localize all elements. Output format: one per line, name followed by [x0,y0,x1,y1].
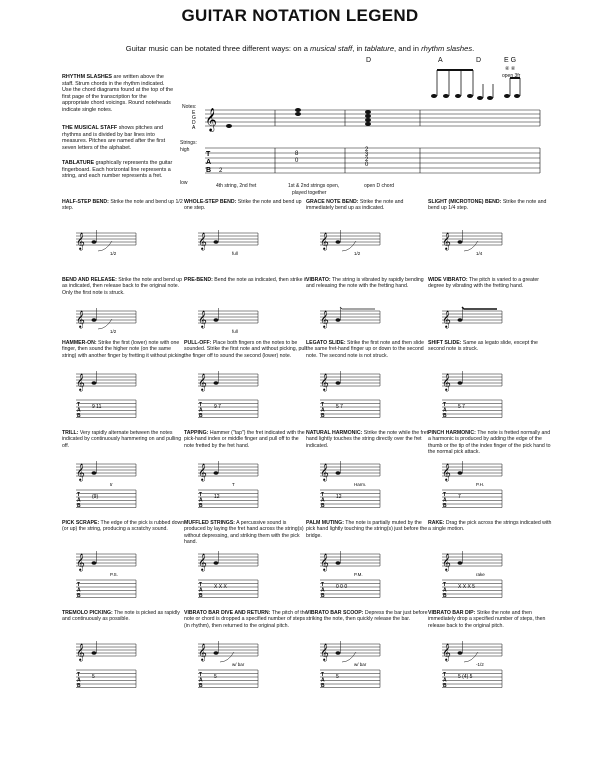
intro-rhythm-slashes: RHYTHM SLASHES are written above the staff. Strum chords in the rhythm indicated. Use the chord diagrams found at the top of the first page of the transcription for the appropriate chord voicings. Round noteheads indicate single notes. [62,74,174,113]
technique-cell [62,277,186,336]
svg-text:𝄞: 𝄞 [442,463,451,481]
technique-description: SLIGHT (MICROTONE) BEND: Strike the note and bend up 1/4 step. [428,199,547,212]
svg-text:T: T [199,402,203,408]
technique-name: PRE-BEND: [184,277,213,283]
tab-frets [219,147,369,174]
technique-notation [198,546,278,602]
technique-cell [306,277,430,336]
technique-notation [320,225,400,273]
technique-notation [442,546,522,602]
svg-text:𝄞: 𝄞 [198,232,207,250]
technique-notation [442,636,522,692]
technique-annotation: -1/2 [476,662,484,667]
svg-text:B: B [321,413,325,419]
svg-text:B: B [321,683,325,689]
technique-cell [184,610,308,692]
technique-annotation: P.S. [110,572,118,577]
technique-description: BEND AND RELEASE: Strike the note and bend up as indicated, then release back to the original note. Only the first note is struck. [62,277,183,296]
technique-name: LEGATO SLIDE: [306,340,346,346]
svg-text:B: B [321,503,325,509]
technique-name: VIBRATO: [306,277,331,283]
svg-text:A: A [199,677,203,684]
svg-text:T: T [321,582,325,588]
technique-cell [428,430,552,512]
technique-cell [184,520,308,602]
svg-text:D: D [192,120,196,126]
svg-text:𝄞: 𝄞 [198,643,207,661]
svg-text:A: A [443,407,447,414]
svg-text:𝄞: 𝄞 [76,373,85,391]
technique-description: WHOLE-STEP BEND: Strike the note and bend up one step. [184,199,302,212]
technique-name: BEND AND RELEASE: [62,277,117,283]
tab-fret-numbers: 5 (4) 5 [458,674,473,680]
svg-text:G: G [192,115,196,121]
svg-text:A: A [206,159,212,166]
tab-fret-numbers: 5 7 [336,404,343,410]
technique-notation [320,303,400,336]
svg-text:A: A [443,587,447,594]
technique-name: HAMMER-ON: [62,340,97,346]
technique-annotation: 1/2 [110,251,117,256]
technique-notation [198,366,278,422]
technique-cell [184,199,308,273]
svg-text:T: T [321,672,325,678]
svg-text:3: 3 [365,152,369,158]
technique-name: NATURAL HARMONIC: [306,430,363,436]
technique-name: SLIGHT (MICROTONE) BEND: [428,199,502,205]
tab-fret-numbers: X X X [214,584,227,590]
intro-musical-staff: THE MUSICAL STAFF shows pitches and rhythms and is divided by bar lines into measures. Pitches are named after the first seven letters of the alphabet. [62,125,166,151]
svg-text:T: T [443,582,447,588]
technique-cell [428,520,552,602]
technique-description: TAPPING: Hammer ("tap") the fret indicated with the pick-hand index or middle finger and pull off to the note fretted by the fret hand. [184,430,305,449]
tab-caption: played together [292,190,327,196]
svg-text:𝄞: 𝄞 [442,643,451,661]
svg-text:𝄞: 𝄞 [320,232,329,250]
tab-caption: 1st & 2nd strings open, [288,183,340,189]
svg-text:𝄞: 𝄞 [76,232,85,250]
technique-notation [76,546,156,602]
technique-name: TAPPING: [184,430,209,436]
svg-text:𝄞: 𝄞 [198,463,207,481]
technique-description: MUFFLED STRINGS: A percussive sound is produced by laying the fret hand across the string(s) without depressing, and striking them with the pick hand. [184,520,304,546]
tab-fret-numbers: 12 [214,494,220,500]
technique-description: VIBRATO BAR DIP: Strike the note and then immediately drop a specified number of steps, then release back to the original pitch. [428,610,546,629]
technique-description: SHIFT SLIDE: Same as legato slide, except the second note is struck. [428,340,538,353]
technique-description: PICK SCRAPE: The edge of the pick is rubbed down (or up) the string, producing a scratchy sound. [62,520,185,533]
chord-label: E G [504,57,517,64]
svg-text:B: B [443,683,447,689]
technique-name: VIBRATO BAR SCOOP: [306,610,364,616]
svg-text:T: T [199,492,203,498]
technique-description: VIBRATO BAR SCOOP: Depress the bar just before striking the note, then quickly release the bar. [306,610,428,623]
svg-text:A: A [199,587,203,594]
svg-text:𝄞: 𝄞 [76,463,85,481]
technique-notation [76,366,156,422]
svg-text:A: A [321,587,325,594]
technique-notation [442,456,522,512]
svg-text:A: A [321,407,325,414]
technique-annotation: w/ bar [232,662,245,667]
svg-text:𝄞: 𝄞 [76,310,85,328]
svg-text:2: 2 [365,147,369,153]
tab-fret-numbers: 9 7 [214,404,221,410]
svg-text:B: B [77,503,81,509]
tab-fret-numbers: (9) [92,494,99,500]
tab-fret-numbers: X X X 5 [458,584,475,590]
tab-fret-numbers: 5 [92,674,95,680]
technique-annotation: P.H. [476,482,485,487]
technique-description: PINCH HARMONIC: The note is fretted normally and a harmonic is produced by adding the edge of the thumb or the tip of the index finger of the pick hand to the normal pick attack. [428,430,551,456]
string-circles: ⑥ ⑥ [505,66,516,72]
technique-annotation: 1/2 [110,329,117,334]
svg-text:T: T [206,151,211,158]
technique-cell [428,610,552,692]
technique-notation [76,225,156,273]
technique-annotation: 1/4 [476,251,483,256]
note-letter-labels [192,110,196,131]
technique-notation [442,303,522,336]
technique-name: SHIFT SLIDE: [428,340,462,346]
technique-cell [306,430,430,512]
technique-description: WIDE VIBRATO: The pitch is varied to a greater degree by vibrating with the fretting hand. [428,277,539,290]
technique-cell [62,430,186,512]
technique-cell [306,610,430,692]
technique-annotation: full [232,329,238,334]
technique-notation [198,636,278,692]
svg-text:T: T [443,402,447,408]
svg-text:T: T [77,492,81,498]
tab-fret-numbers: 5 [336,674,339,680]
technique-annotation: w/ bar [354,662,367,667]
svg-text:A: A [443,497,447,504]
technique-cell [184,340,308,422]
svg-text:𝄞: 𝄞 [442,310,451,328]
svg-text:B: B [443,413,447,419]
svg-text:A: A [321,497,325,504]
technique-cell [306,340,430,422]
technique-annotation: Harm. [354,482,367,487]
technique-cell [306,520,430,602]
technique-description: RAKE: Drag the pick across the strings indicated with a single motion. [428,520,552,533]
technique-cell [428,199,552,273]
technique-name: PULL-OFF: [184,340,212,346]
tab-fret-numbers: 5 7 [458,404,465,410]
low-label: low [180,180,188,186]
svg-text:𝄞: 𝄞 [442,232,451,250]
intro-tablature: TABLATURE graphically represents the guitar fingerboard. Each horizontal line represents a string, and each number represents a fret. [62,160,173,180]
technique-description: TREMOLO PICKING: The note is picked as rapidly and continuously as possible. [62,610,180,623]
technique-description: VIBRATO BAR DIVE AND RETURN: The pitch of the note or chord is dropped a specified number of steps (in rhythm), then returned to the original pitch. [184,610,308,629]
svg-text:𝄞: 𝄞 [205,107,217,131]
svg-text:A: A [321,677,325,684]
chord-label: A [438,57,443,64]
svg-text:0: 0 [295,158,299,164]
technique-name: MUFFLED STRINGS: [184,520,236,526]
svg-text:𝄞: 𝄞 [320,643,329,661]
chord-label: D [476,57,482,64]
svg-text:T: T [199,672,203,678]
tab-clef [206,151,211,174]
technique-cell [62,520,186,602]
page-subtitle: Guitar music can be notated three different ways: on a musical staff, in tablature, and in rhythm slashes. [125,44,475,53]
svg-text:8: 8 [295,151,299,157]
svg-text:B: B [443,593,447,599]
technique-description: PULL-OFF: Place both fingers on the notes to be sounded. Strike the first note and without picking, pull the finger off to sound the second (lower) note. [184,340,307,359]
technique-cell [306,199,430,273]
technique-name: VIBRATO BAR DIP: [428,610,476,616]
svg-text:B: B [321,593,325,599]
svg-text:𝄞: 𝄞 [320,373,329,391]
svg-text:2: 2 [219,168,223,174]
svg-text:B: B [199,683,203,689]
svg-text:T: T [77,582,81,588]
technique-notation [320,546,400,602]
svg-text:𝄞: 𝄞 [442,373,451,391]
tab-fret-numbers: 0 0 0 [336,584,348,590]
high-label: high [180,147,190,153]
technique-description: VIBRATO: The string is vibrated by rapidly bending and releasing the note with the fretting hand. [306,277,424,290]
technique-notation [76,456,156,512]
svg-text:B: B [199,503,203,509]
tab-caption: 4th string, 2nd fret [216,183,257,189]
svg-text:T: T [443,672,447,678]
page-title: GUITAR NOTATION LEGEND [181,6,419,25]
technique-notation [198,303,278,336]
svg-text:𝄞: 𝄞 [198,553,207,571]
technique-name: TRILL: [62,430,79,436]
svg-text:A: A [199,407,203,414]
technique-description: HAMMER-ON: Strike the first (lower) note with one finger, then sound the higher note (on the same string) with another finger by fretting it without picking. [62,340,186,359]
svg-text:B: B [77,593,81,599]
tab-fret-numbers: 7 [458,494,461,500]
slash-heads [431,94,520,100]
technique-cell [62,199,186,273]
strings-label: Strings: [180,140,197,146]
technique-description: GRACE NOTE BEND: Strike the note and immediately bend up as indicated. [306,199,404,212]
svg-text:A: A [443,677,447,684]
svg-text:A: A [77,677,81,684]
technique-name: WHOLE-STEP BEND: [184,199,237,205]
technique-notation [442,366,522,422]
technique-annotation: T [232,482,235,487]
technique-name: PICK SCRAPE: [62,520,100,526]
technique-notation [442,225,522,273]
technique-cell [428,340,552,422]
svg-text:𝄞: 𝄞 [76,643,85,661]
technique-name: RAKE: [428,520,445,526]
svg-text:E: E [192,110,196,116]
technique-annotation: P.M. [354,572,363,577]
technique-description: LEGATO SLIDE: Strike the first note and then slide the same fret-hand finger up or down to the second note. The second note is not struck. [306,340,425,359]
svg-text:T: T [77,672,81,678]
technique-cell [428,277,552,336]
tab-staff [205,148,540,173]
technique-description: HALF-STEP BEND: Strike the note and bend up 1/2 step. [62,199,183,212]
svg-text:𝄞: 𝄞 [442,553,451,571]
technique-name: VIBRATO BAR DIVE AND RETURN: [184,610,271,616]
technique-name: PINCH HARMONIC: [428,430,476,436]
technique-notation [76,636,156,692]
technique-annotation: rake [476,572,485,577]
svg-text:𝄞: 𝄞 [320,463,329,481]
svg-text:B: B [77,683,81,689]
technique-annotation: tr [110,482,113,487]
svg-text:𝄞: 𝄞 [76,553,85,571]
technique-notation [198,456,278,512]
technique-annotation: 1/2 [354,251,361,256]
rhythm-slashes [437,70,520,98]
svg-text:T: T [77,402,81,408]
technique-name: TREMOLO PICKING: [62,610,113,616]
technique-notation [320,366,400,422]
technique-name: GRACE NOTE BEND: [306,199,359,205]
chord-sub-label: open 3fr [502,73,521,79]
svg-text:0: 0 [365,162,369,168]
svg-text:𝄞: 𝄞 [198,310,207,328]
music-staff [205,110,540,126]
technique-cell [62,340,186,422]
svg-text:T: T [321,492,325,498]
chord-label: D [366,57,372,64]
svg-text:B: B [206,167,212,174]
technique-name: PALM MUTING: [306,520,344,526]
tab-caption: open D chord [364,183,395,189]
svg-text:A: A [77,407,81,414]
tab-fret-numbers: 12 [336,494,342,500]
svg-text:B: B [443,503,447,509]
svg-text:2: 2 [365,157,369,163]
technique-notation [320,456,400,512]
technique-name: HALF-STEP BEND: [62,199,109,205]
svg-text:𝄞: 𝄞 [320,553,329,571]
tab-fret-numbers: 5 [214,674,217,680]
svg-text:B: B [199,593,203,599]
technique-description: PALM MUTING: The note is partially muted by the pick hand lightly touching the string(s) just before the bridge. [306,520,428,539]
technique-name: WIDE VIBRATO: [428,277,468,283]
technique-description: PRE-BEND: Bend the note as indicated, then strike it. [184,277,308,283]
svg-text:A: A [199,497,203,504]
technique-notation [198,225,278,273]
svg-text:T: T [321,402,325,408]
notes-label: Notes: [182,104,197,110]
svg-text:𝄞: 𝄞 [198,373,207,391]
technique-annotation: full [232,251,238,256]
technique-cell [184,277,308,336]
svg-text:T: T [199,582,203,588]
tab-fret-numbers: 9 11 [92,404,102,410]
technique-description: TRILL: Very rapidly alternate between the notes indicated by continuously hammering on and pulling off. [62,430,182,449]
technique-notation [76,303,156,336]
svg-text:T: T [443,492,447,498]
technique-cell [184,430,308,512]
technique-notation [320,636,400,692]
technique-description: NATURAL HARMONIC: Strike the note while the fret-hand lightly touches the string directly over the fret indicated. [306,430,430,449]
technique-cell [62,610,186,692]
svg-text:A: A [192,125,196,131]
svg-text:B: B [77,413,81,419]
svg-text:A: A [77,497,81,504]
svg-text:B: B [199,413,203,419]
svg-text:𝄞: 𝄞 [320,310,329,328]
svg-text:A: A [77,587,81,594]
